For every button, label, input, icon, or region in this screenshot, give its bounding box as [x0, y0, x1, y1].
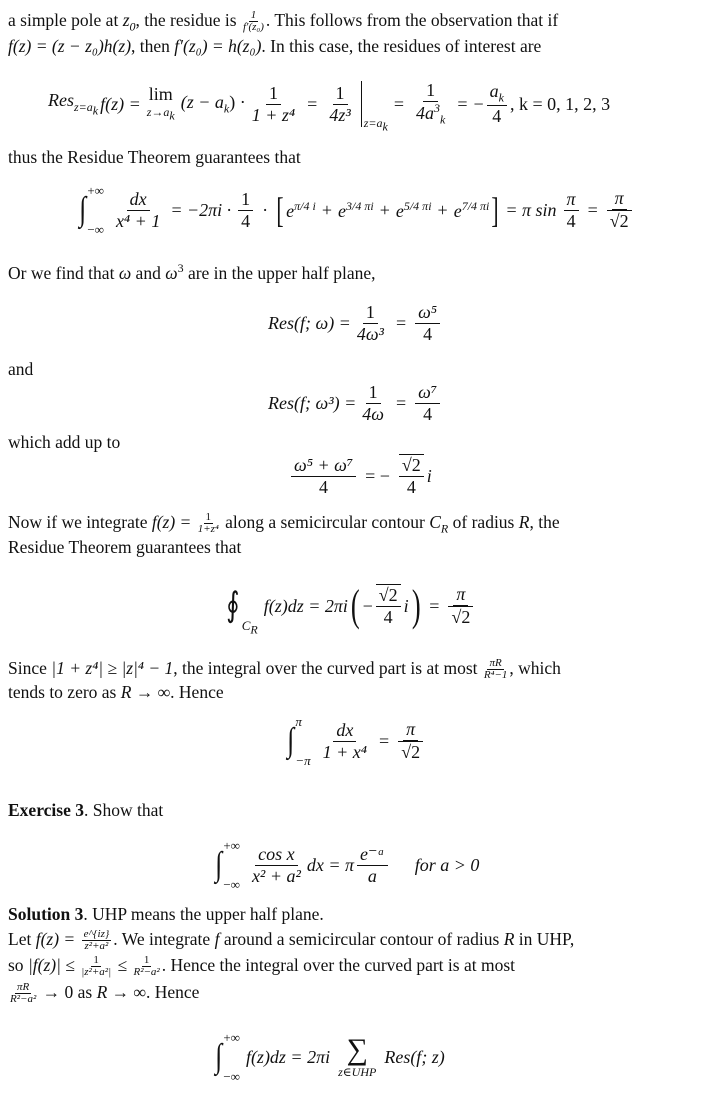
- fraction: $\frac{\text{ω⁵ + ω⁷}}{4}$: [291, 455, 356, 497]
- minus: −: [473, 93, 484, 114]
- paragraph-curved-bound-line2: tends to zero as R → ∞. Hence: [8, 682, 224, 702]
- integral-sign: ∫: [79, 191, 87, 228]
- fraction: $\frac{\text{cos x}}{\text{x² + a²}}$: [251, 843, 301, 886]
- equation-res-omega3: Res(f; ω³) = $\frac{1}{4\omega}$ = $\frac{\text{ω⁷}}{4}$: [268, 376, 443, 430]
- plus: +: [321, 199, 332, 220]
- math: f(z)dz = 2πi: [263, 595, 348, 616]
- fraction: $\frac{\pi}{√2}$: [607, 188, 632, 231]
- text: a simple pole at: [8, 10, 123, 30]
- right-bracket: ]: [491, 190, 499, 230]
- equation-residue-formula: [48, 74, 610, 134]
- text: , the residue is: [135, 10, 241, 30]
- integral-limits: +∞ −∞: [87, 183, 104, 237]
- fraction: $\frac{1}{\text{1 + z⁴}}$: [251, 82, 296, 125]
- eval-point: $z=a_k$: [363, 115, 388, 133]
- plus: +: [379, 199, 390, 220]
- equation-res-omega: Res(f; ω) = $\frac{1}{\text{4ω³}}$ = $\frac{\text{ω⁵}}{4}$: [268, 296, 443, 350]
- text: . In this case, the residues of interest are: [261, 36, 542, 56]
- equals: =: [393, 93, 404, 114]
- text: . This follows from the observation that if: [265, 10, 559, 30]
- fraction: $\frac{a_k}{4}$: [487, 81, 507, 127]
- equals: =: [429, 595, 440, 616]
- exp-term: $e^{7/4 \pi i}$: [453, 198, 490, 221]
- integral-sign: ∫: [215, 1038, 223, 1075]
- math: f(z)dz = 2πi: [245, 1046, 331, 1067]
- index-range: , k = 0, 1, 2, 3: [509, 93, 611, 114]
- fraction: $\frac{\pi}{√2}$: [448, 584, 473, 627]
- plus: +: [437, 199, 448, 220]
- exercise-label: Exercise 3: [8, 800, 84, 820]
- fraction: $\frac{\pi}{4}$: [564, 189, 579, 231]
- math: Res(f; ω³) =: [268, 392, 357, 413]
- math: $(z - a_k)$ ·: [180, 91, 246, 116]
- imaginary-i: i: [426, 465, 432, 486]
- equals: =: [457, 93, 468, 114]
- equation-sum-residues: [288, 450, 432, 502]
- paragraph-curved-bound: Since |1 + z⁴| ≥ |z|⁴ − 1, the integral over the curved part is at most $\frac{\pi R}{\text{R⁴−1}}$ , which: [8, 656, 561, 682]
- left-bracket: [: [276, 190, 284, 230]
- integral-limits: +∞ −∞: [223, 1030, 240, 1084]
- fraction: $\frac{\text{e⁻ᵃ}}{a}$: [357, 844, 388, 886]
- fraction: $\frac{dx}{\text{1 + x⁴}}$: [322, 719, 368, 762]
- fraction: $\frac{1}{4\omega}$: [362, 381, 384, 424]
- solution-line3: so |f(z)| ≤ $\frac{1}{\text{|z²+a²|}}$ ≤ $\frac{1}{\text{R²−a²}}$ . Hence the integral over the curved part is at most: [8, 953, 515, 979]
- fraction: $\frac{dx}{\text{x⁴ + 1}}$: [115, 188, 161, 231]
- imaginary-i: i: [403, 595, 409, 616]
- paragraph-upper-half-plane: Or we find that ω and $\omega^3$ are in the upper half plane,: [8, 261, 376, 283]
- math-z0: $z_0$: [122, 10, 136, 34]
- exp-term: $e^{5/4 \pi i}$: [395, 198, 432, 221]
- summation: ∑ z∈UHP: [338, 1032, 377, 1079]
- integral-sign: ∫: [287, 722, 295, 759]
- left-paren: (: [350, 581, 360, 630]
- math: Res(f; ω) =: [268, 312, 351, 333]
- math: = π sin: [505, 199, 557, 220]
- solution-label: Solution 3: [8, 904, 84, 924]
- math: Res(f; z): [384, 1046, 445, 1067]
- fraction: $\frac{\pi}{√2}$: [398, 719, 423, 762]
- solution-line4: $\frac{\pi R}{\text{R²−a²}}$ → 0 as R → ∞. Hence: [10, 980, 200, 1006]
- math-inline: f′(z₀) = h(z₀): [174, 36, 262, 56]
- solution-3-heading: Solution 3. UHP means the upper half plane.: [8, 904, 324, 924]
- math: = −2πi ·: [170, 199, 232, 220]
- condition: for a > 0: [414, 854, 480, 875]
- exp-term: $e^{3/4 \pi i}$: [338, 198, 374, 221]
- contour-label: $C_R$: [241, 618, 258, 637]
- equation-contour-integral: [224, 574, 476, 638]
- equals: =: [307, 93, 318, 114]
- fraction: $\frac{1}{4}$: [238, 189, 253, 231]
- inline-fraction: $\frac{1}{\text{f′(z₀)}}$: [242, 8, 264, 34]
- paragraph-contour: Now if we integrate f(z) = $\frac{1}{\text{1+z⁴}}$ along a semicircular contour $C_R$ of radius R, the: [8, 510, 560, 536]
- math-inline: f(z) = (z − z₀)h(z): [8, 36, 132, 56]
- equation-uhp-sum: [214, 1026, 445, 1088]
- equals-minus: = −: [365, 465, 390, 486]
- paragraph-residue-theorem: thus the Residue Theorem guarantees that: [8, 147, 301, 167]
- minus: −: [362, 595, 373, 616]
- evaluation-bar: [361, 81, 362, 127]
- solution-line2: Let f(z) = $\frac{e\^{}\{iz\}}{\text{z²+a²}}$ . We integrate f around a semicircular contour of radius R in UHP,: [8, 927, 575, 953]
- text-which-add-up: which add up to: [8, 432, 121, 452]
- paragraph-contour-line2: Residue Theorem guarantees that: [8, 537, 242, 557]
- res-label: Res$_{z=a_k}$: [48, 90, 99, 117]
- exp-term: $e^{\pi/4 i}$: [286, 198, 316, 221]
- fraction: $\frac{\text{ω⁵}}{4}$: [415, 302, 440, 344]
- exercise-3-heading: Exercise 3. Show that: [8, 800, 164, 820]
- right-paren: ): [411, 581, 421, 630]
- dot: ·: [262, 199, 269, 220]
- limit: lim $z\to a_k$: [146, 84, 175, 123]
- contour-integral-sign: ∮: [226, 587, 240, 624]
- integral-sign: ∫: [215, 846, 223, 883]
- equation-integral-sum: ∫ +∞ −∞ $\frac{dx}{\text{x⁴ + 1}}$ = −2πi · $\frac{1}{4}$ · [ $e^{\pi/4 i}$ + $e^{3/4 \pi i}$ + $e^{5/4 \pi i}$ + $e^{7/4 \pi i}$ ] = π sin $\frac{\pi}{4}$ = $\frac{\pi}{√2}$: [78, 180, 635, 240]
- fraction: $\frac{1}{\text{4ω³}}$: [356, 301, 384, 344]
- fraction: $\frac{√2}{4}$: [399, 454, 424, 497]
- fraction: $\frac{1}{\text{4z³}}$: [329, 82, 351, 125]
- integral-limits: π −π: [295, 714, 311, 768]
- math: f(z) =: [100, 93, 141, 114]
- equation-exercise-integral: [214, 836, 479, 894]
- math: dx = π: [306, 854, 355, 875]
- paragraph-residue-intro-line2: [8, 34, 541, 58]
- equation-result-integral: [286, 712, 426, 770]
- fraction: $\frac{√2}{4}$: [376, 584, 401, 627]
- integral-limits: +∞ −∞: [223, 838, 240, 892]
- equals: =: [379, 730, 390, 751]
- fraction: $\frac{\text{ω⁷}}{4}$: [415, 382, 440, 424]
- text: , then: [131, 36, 175, 56]
- text-and: and: [8, 359, 34, 379]
- fraction: $\frac{1}{4a^3_k}$: [415, 80, 446, 127]
